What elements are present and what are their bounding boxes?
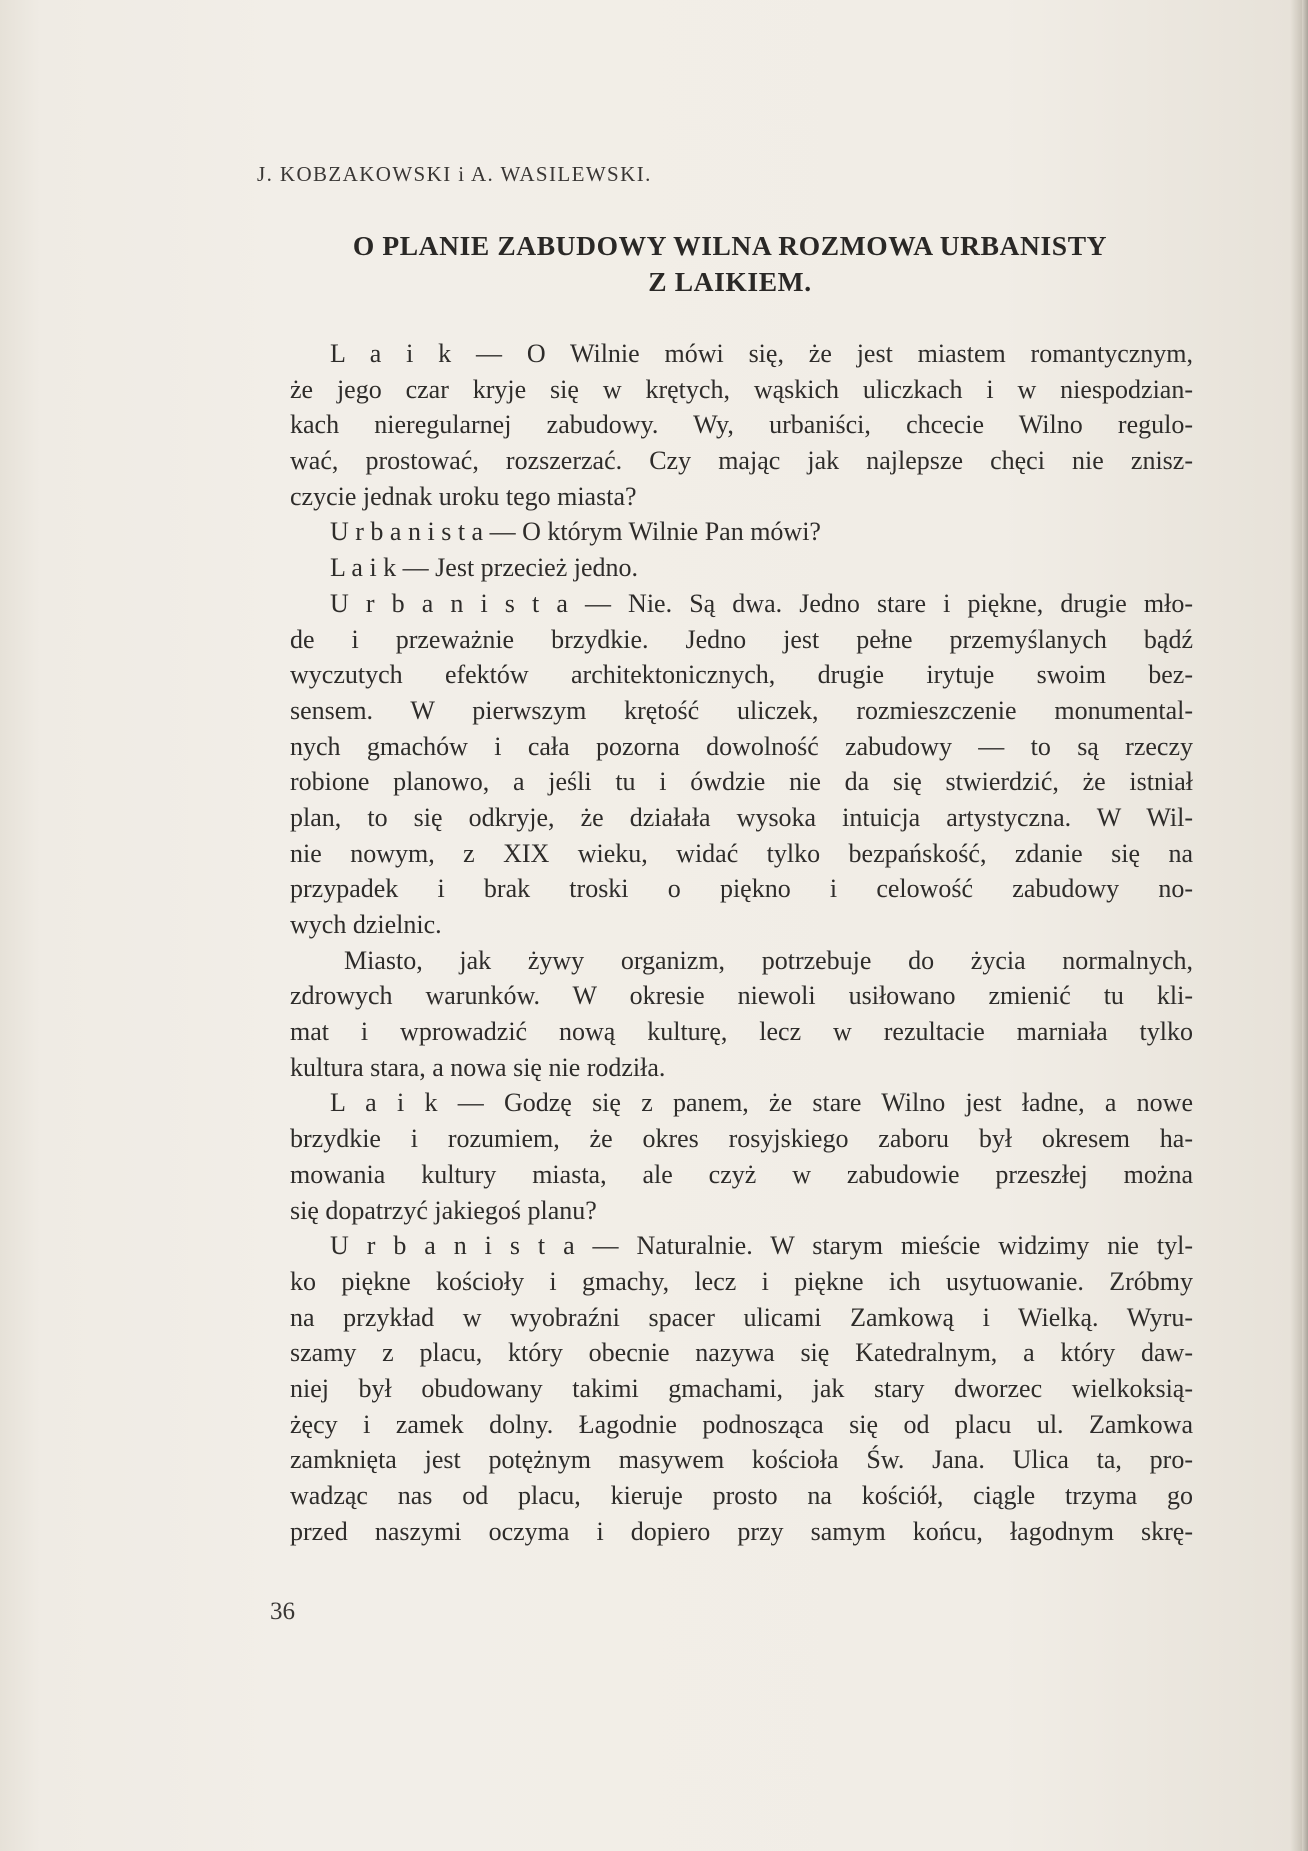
text-line: nych gmachów i cała pozorna dowolność zabudowy — to są rzeczy — [290, 731, 1193, 761]
text-line: L a i k — Jest przecież jedno. — [330, 553, 639, 583]
text-line: nie nowym, z XIX wieku, widać tylko bezpańskość, zdanie się na — [290, 838, 1193, 868]
page-edge-shadow — [1302, 0, 1308, 1851]
text-line: wadząc nas od placu, kieruje prosto na kościół, ciągle trzyma go — [290, 1481, 1193, 1510]
text-line: wych dzielnic. — [290, 910, 442, 939]
text-line: zdrowych warunków. W okresie niewoli usiłowano zmienić tu kli- — [290, 981, 1193, 1011]
text-line: na przykład w wyobraźni spacer ulicami Zamkową i Wielką. Wyru- — [290, 1302, 1193, 1332]
text-line: brzydkie i rozumiem, że okres rosyjskiego zaboru był okresem ha- — [290, 1124, 1193, 1154]
article-title-line-1: O PLANIE ZABUDOWY WILNA ROZMOWA URBANISTY — [352, 230, 1108, 261]
text-line: szamy z placu, który obecnie nazywa się Katedralnym, a który daw- — [290, 1338, 1193, 1368]
text-line: mowania kultury miasta, ale czyż w zabudowie przeszłej można — [290, 1159, 1193, 1189]
text-line: że jego czar kryje się w krętych, wąskich uliczkach i w niespodzian- — [290, 374, 1193, 404]
text-line: sensem. W pierwszym krętość uliczek, rozmieszczenie monumental- — [290, 695, 1193, 725]
text-line: zamknięta jest potężnym masywem kościoła Św. Jana. Ulica ta, pro- — [290, 1445, 1193, 1475]
text-line: kach nieregularnej zabudowy. Wy, urbaniści, chcecie Wilno regulo- — [290, 410, 1193, 440]
text-line: wyczutych efektów architektonicznych, drugie irytuje swoim bez- — [290, 660, 1193, 690]
text-line: de i przeważnie brzydkie. Jedno jest pełne przemyślanych bądź — [290, 624, 1193, 654]
text-line: U r b a n i s t a — O którym Wilnie Pan mówi? — [330, 517, 821, 547]
text-line: plan, to się odkryje, że działała wysoka intuicja artystyczna. W Wil- — [290, 802, 1193, 832]
text-line: L a i k — Godzę się z panem, że stare Wilno jest ładne, a nowe — [330, 1088, 1193, 1118]
text-line: przed naszymi oczyma i dopiero przy samym końcu, łagodnym skrę- — [290, 1516, 1193, 1546]
text-line: L a i k — O Wilnie mówi się, że jest miastem romantycznym, — [330, 339, 1193, 368]
text-line: Miasto, jak żywy organizm, potrzebuje do życia normalnych, — [344, 945, 1193, 975]
text-line: kultura stara, a nowa się nie rodziła. — [290, 1052, 666, 1082]
text-line: U r b a n i s t a — Naturalnie. W starym mieście widzimy nie tyl- — [330, 1231, 1193, 1261]
article-title — [270, 228, 1190, 300]
article-body — [290, 336, 1193, 1549]
page-number: 36 — [270, 1598, 295, 1625]
text-line: ko piękne kościoły i gmachy, lecz i piękne ich usytuowanie. Zróbmy — [290, 1266, 1193, 1296]
text-line: czycie jednak uroku tego miasta? — [290, 481, 637, 511]
text-line: mat i wprowadzić nową kulturę, lecz w rezultacie marniała tylko — [290, 1017, 1193, 1047]
text-line: robione planowo, a jeśli tu i ówdzie nie da się stwierdzić, że istniał — [290, 767, 1193, 797]
text-line: niej był obudowany takimi gmachami, jak stary dworzec wielkoksią- — [290, 1373, 1193, 1403]
text-line: wać, prostować, rozszerzać. Czy mając jak najlepsze chęci nie znisz- — [290, 446, 1193, 476]
text-line: żęcy i zamek dolny. Łagodnie podnosząca się od placu ul. Zamkowa — [290, 1409, 1193, 1439]
text-line: przypadek i brak troski o piękno i celowość zabudowy no- — [290, 874, 1193, 904]
article-title-line-2: Z LAIKIEM. — [648, 266, 812, 297]
running-head-authors: J. KOBZAKOWSKI i A. WASILEWSKI. — [257, 162, 652, 186]
text-line: U r b a n i s t a — Nie. Są dwa. Jedno stare i piękne, drugie mło- — [330, 588, 1193, 618]
text-line: się dopatrzyć jakiegoś planu? — [290, 1195, 597, 1225]
